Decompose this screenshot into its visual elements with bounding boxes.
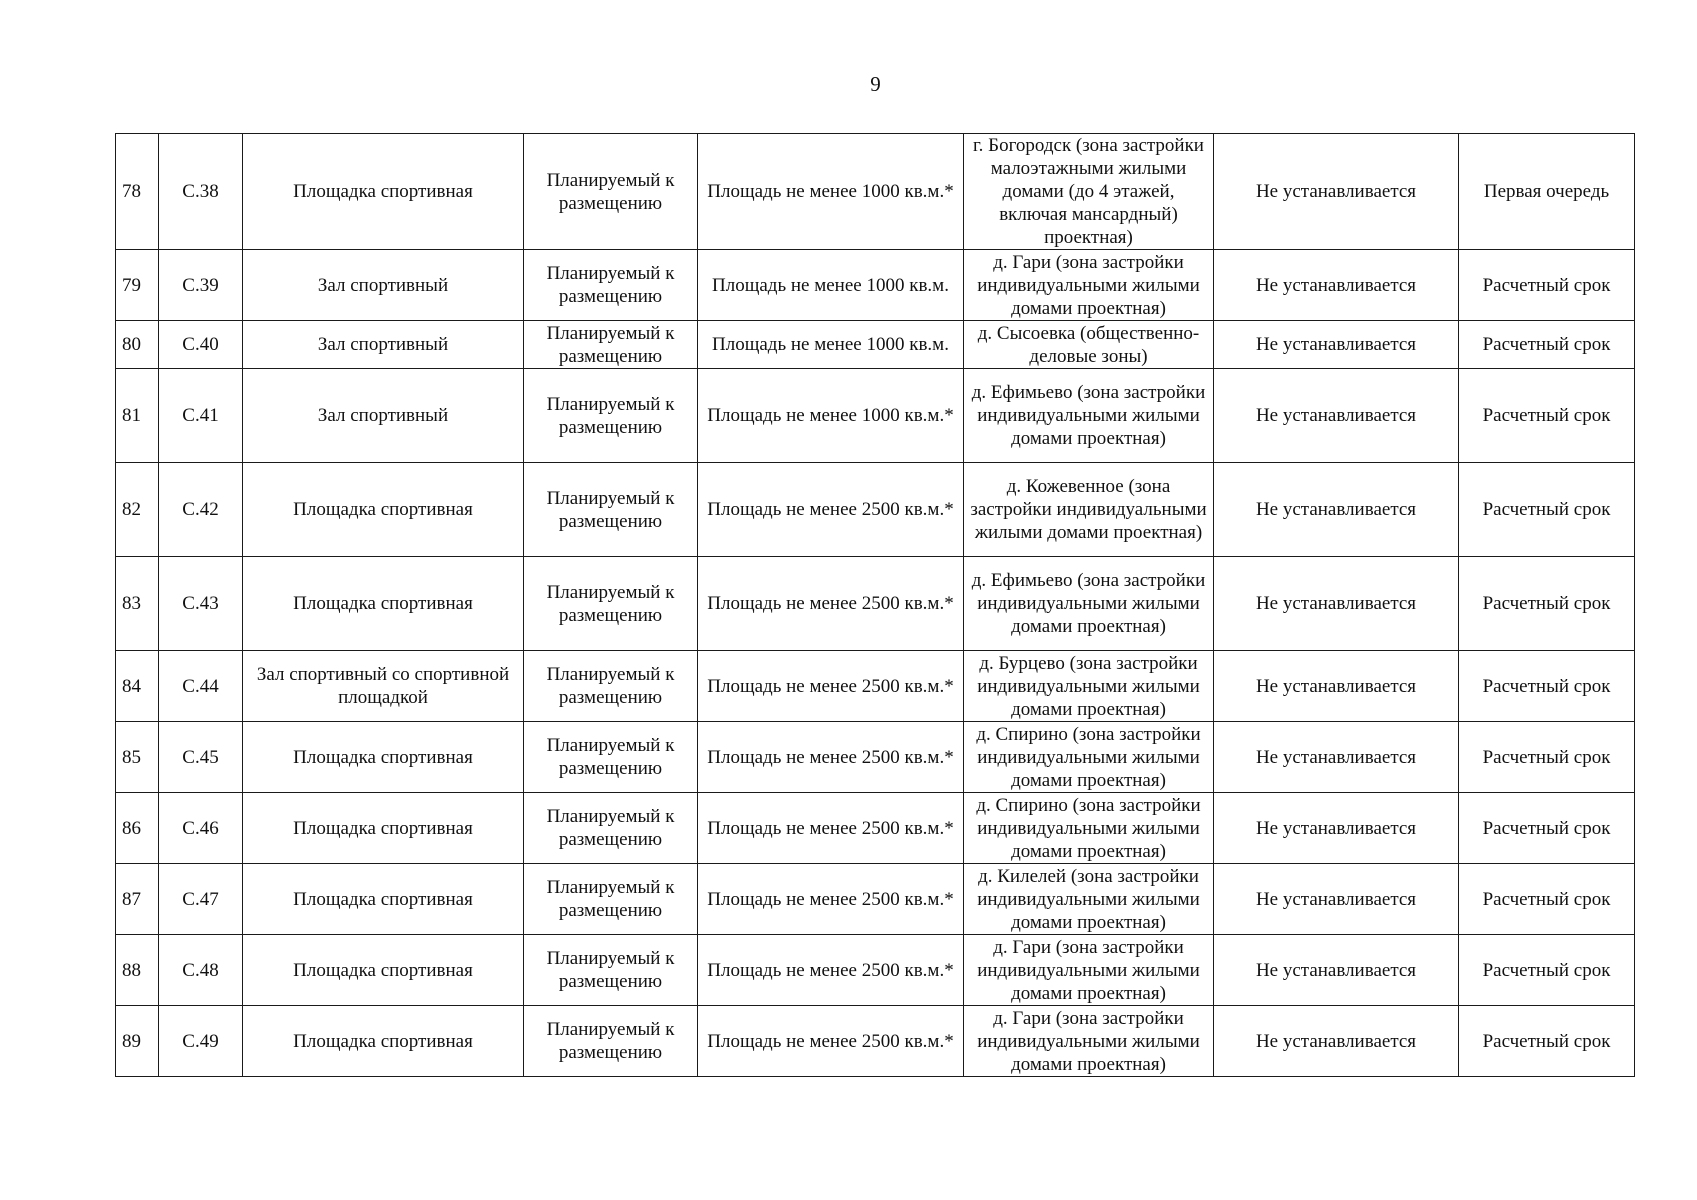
object-status-cell: Планируемый к размещению [524, 369, 698, 463]
protection-zone-cell: Не устанавливается [1214, 793, 1459, 864]
table-row [116, 1006, 1635, 1077]
implementation-stage-cell: Расчетный срок [1459, 935, 1635, 1006]
protection-zone-cell: Не устанавливается [1214, 463, 1459, 557]
implementation-stage-cell: Первая очередь [1459, 134, 1635, 250]
object-location-cell: д. Спирино (зона застройки индивидуальными жилыми домами проектная) [964, 722, 1214, 793]
row-number-cell: 84 [116, 651, 159, 722]
object-location-cell: г. Богородск (зона застройки малоэтажными жилыми домами (до 4 этажей, включая мансардный) проектная) [964, 134, 1214, 250]
implementation-stage-cell: Расчетный срок [1459, 793, 1635, 864]
object-area-cell: Площадь не менее 1000 кв.м. [698, 250, 964, 321]
table-row [116, 321, 1635, 369]
row-number-cell: 79 [116, 250, 159, 321]
row-number-cell: 89 [116, 1006, 159, 1077]
row-number-cell: 78 [116, 134, 159, 250]
row-number-cell: 88 [116, 935, 159, 1006]
object-code-cell: С.49 [159, 1006, 243, 1077]
implementation-stage-cell: Расчетный срок [1459, 722, 1635, 793]
object-location-cell: д. Бурцево (зона застройки индивидуальными жилыми домами проектная) [964, 651, 1214, 722]
implementation-stage-cell: Расчетный срок [1459, 369, 1635, 463]
object-area-cell: Площадь не менее 1000 кв.м.* [698, 134, 964, 250]
table-row [116, 463, 1635, 557]
protection-zone-cell: Не устанавливается [1214, 864, 1459, 935]
object-status-cell: Планируемый к размещению [524, 864, 698, 935]
object-area-cell: Площадь не менее 2500 кв.м.* [698, 1006, 964, 1077]
object-code-cell: С.42 [159, 463, 243, 557]
row-number-cell: 87 [116, 864, 159, 935]
table-row [116, 369, 1635, 463]
object-code-cell: С.44 [159, 651, 243, 722]
object-name-cell: Площадка спортивная [243, 864, 524, 935]
protection-zone-cell: Не устанавливается [1214, 321, 1459, 369]
row-number-cell: 85 [116, 722, 159, 793]
object-code-cell: С.46 [159, 793, 243, 864]
object-status-cell: Планируемый к размещению [524, 321, 698, 369]
protection-zone-cell: Не устанавливается [1214, 1006, 1459, 1077]
object-name-cell: Площадка спортивная [243, 793, 524, 864]
table-row [116, 557, 1635, 651]
implementation-stage-cell: Расчетный срок [1459, 557, 1635, 651]
object-status-cell: Планируемый к размещению [524, 793, 698, 864]
object-area-cell: Площадь не менее 1000 кв.м. [698, 321, 964, 369]
object-location-cell: д. Кожевенное (зона застройки индивидуальными жилыми домами проектная) [964, 463, 1214, 557]
object-area-cell: Площадь не менее 1000 кв.м.* [698, 369, 964, 463]
object-status-cell: Планируемый к размещению [524, 557, 698, 651]
implementation-stage-cell: Расчетный срок [1459, 321, 1635, 369]
object-code-cell: С.41 [159, 369, 243, 463]
object-location-cell: д. Гари (зона застройки индивидуальными жилыми домами проектная) [964, 1006, 1214, 1077]
object-status-cell: Планируемый к размещению [524, 134, 698, 250]
table-row [116, 935, 1635, 1006]
row-number-cell: 80 [116, 321, 159, 369]
table-row [116, 864, 1635, 935]
row-number-cell: 82 [116, 463, 159, 557]
object-name-cell: Площадка спортивная [243, 463, 524, 557]
protection-zone-cell: Не устанавливается [1214, 250, 1459, 321]
object-location-cell: д. Спирино (зона застройки индивидуальными жилыми домами проектная) [964, 793, 1214, 864]
objects-table [115, 133, 1635, 1077]
protection-zone-cell: Не устанавливается [1214, 557, 1459, 651]
object-name-cell: Площадка спортивная [243, 722, 524, 793]
object-name-cell: Зал спортивный со спортивной площадкой [243, 651, 524, 722]
object-name-cell: Зал спортивный [243, 369, 524, 463]
object-location-cell: д. Гари (зона застройки индивидуальными жилыми домами проектная) [964, 935, 1214, 1006]
implementation-stage-cell: Расчетный срок [1459, 1006, 1635, 1077]
object-area-cell: Площадь не менее 2500 кв.м.* [698, 935, 964, 1006]
object-location-cell: д. Ефимьево (зона застройки индивидуальными жилыми домами проектная) [964, 557, 1214, 651]
object-location-cell: д. Ефимьево (зона застройки индивидуальными жилыми домами проектная) [964, 369, 1214, 463]
object-area-cell: Площадь не менее 2500 кв.м.* [698, 557, 964, 651]
page-number: 9 [870, 72, 881, 96]
table-row [116, 722, 1635, 793]
object-status-cell: Планируемый к размещению [524, 250, 698, 321]
table-row [116, 250, 1635, 321]
protection-zone-cell: Не устанавливается [1214, 935, 1459, 1006]
row-number-cell: 86 [116, 793, 159, 864]
object-name-cell: Площадка спортивная [243, 935, 524, 1006]
object-location-cell: д. Сысоевка (общественно-деловые зоны) [964, 321, 1214, 369]
table-row [116, 134, 1635, 250]
object-name-cell: Площадка спортивная [243, 134, 524, 250]
table-row [116, 651, 1635, 722]
implementation-stage-cell: Расчетный срок [1459, 463, 1635, 557]
object-name-cell: Площадка спортивная [243, 1006, 524, 1077]
object-area-cell: Площадь не менее 2500 кв.м.* [698, 864, 964, 935]
object-area-cell: Площадь не менее 2500 кв.м.* [698, 463, 964, 557]
implementation-stage-cell: Расчетный срок [1459, 864, 1635, 935]
protection-zone-cell: Не устанавливается [1214, 651, 1459, 722]
protection-zone-cell: Не устанавливается [1214, 369, 1459, 463]
object-status-cell: Планируемый к размещению [524, 935, 698, 1006]
implementation-stage-cell: Расчетный срок [1459, 651, 1635, 722]
object-status-cell: Планируемый к размещению [524, 651, 698, 722]
object-code-cell: С.45 [159, 722, 243, 793]
object-name-cell: Зал спортивный [243, 321, 524, 369]
object-status-cell: Планируемый к размещению [524, 1006, 698, 1077]
object-code-cell: С.47 [159, 864, 243, 935]
object-code-cell: С.39 [159, 250, 243, 321]
row-number-cell: 83 [116, 557, 159, 651]
object-location-cell: д. Килелей (зона застройки индивидуальными жилыми домами проектная) [964, 864, 1214, 935]
object-area-cell: Площадь не менее 2500 кв.м.* [698, 722, 964, 793]
object-code-cell: С.48 [159, 935, 243, 1006]
object-location-cell: д. Гари (зона застройки индивидуальными жилыми домами проектная) [964, 250, 1214, 321]
object-area-cell: Площадь не менее 2500 кв.м.* [698, 793, 964, 864]
table-row [116, 793, 1635, 864]
object-code-cell: С.43 [159, 557, 243, 651]
object-name-cell: Зал спортивный [243, 250, 524, 321]
object-status-cell: Планируемый к размещению [524, 463, 698, 557]
object-name-cell: Площадка спортивная [243, 557, 524, 651]
protection-zone-cell: Не устанавливается [1214, 134, 1459, 250]
implementation-stage-cell: Расчетный срок [1459, 250, 1635, 321]
object-code-cell: С.38 [159, 134, 243, 250]
protection-zone-cell: Не устанавливается [1214, 722, 1459, 793]
row-number-cell: 81 [116, 369, 159, 463]
object-area-cell: Площадь не менее 2500 кв.м.* [698, 651, 964, 722]
object-code-cell: С.40 [159, 321, 243, 369]
object-status-cell: Планируемый к размещению [524, 722, 698, 793]
